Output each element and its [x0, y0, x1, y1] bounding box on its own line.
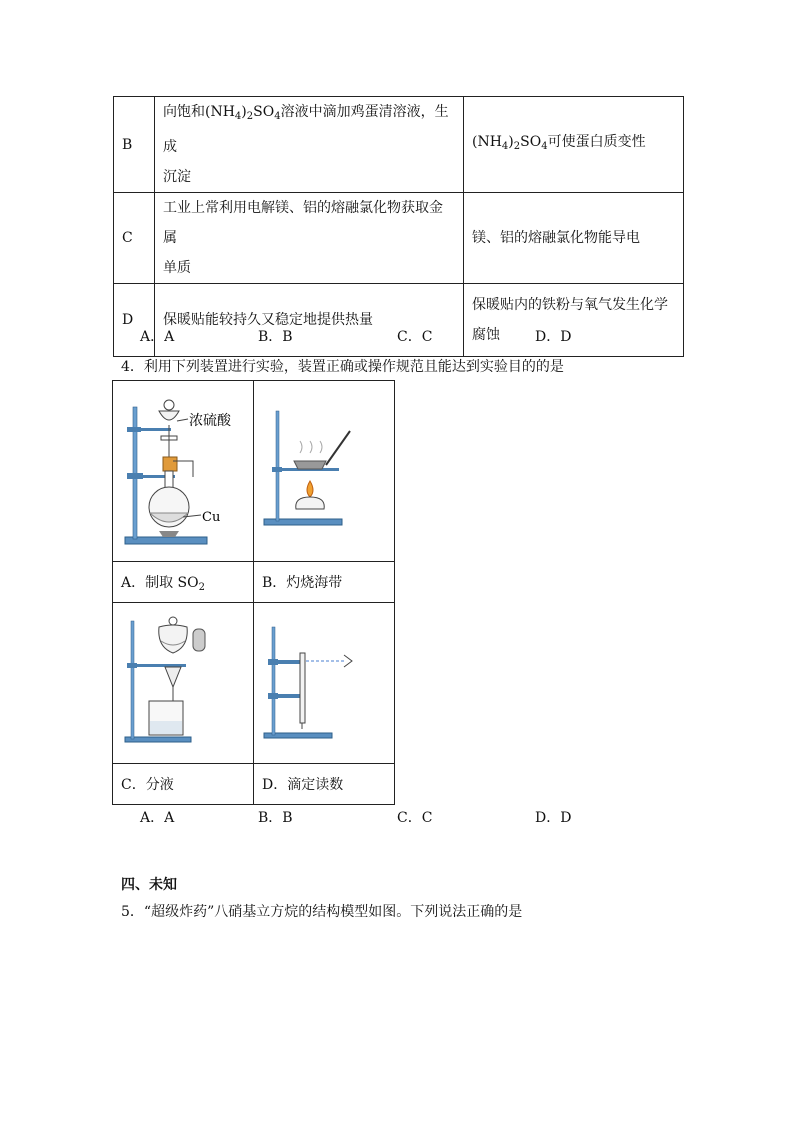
- row-label: D: [114, 284, 155, 357]
- apparatus-a-cell: [113, 381, 254, 562]
- row-label: B: [114, 97, 155, 193]
- alcohol-lamp: [296, 497, 324, 509]
- burner: [159, 531, 179, 537]
- separatory-funnel: [159, 411, 179, 420]
- stand-base: [125, 737, 191, 742]
- option-d[interactable]: D．D: [535, 329, 572, 345]
- section-heading: 四、未知: [121, 877, 177, 893]
- glass-rod: [326, 431, 350, 465]
- option-b[interactable]: B．B: [258, 329, 293, 345]
- row-left-cell: 保暖贴能较持久又稳定地提供热量: [155, 284, 464, 357]
- table-row: [114, 97, 684, 193]
- apparatus-c-label-cell: C．分液: [113, 764, 254, 805]
- titration-reading-diagram: [254, 603, 368, 759]
- burette-clamp-bottom: [275, 694, 303, 698]
- row-left-cell: 向饱和$(NH_4)_2SO_4$溶液中滴加鸡蛋清溶液，生成 沉淀: [155, 97, 464, 193]
- stand-base: [125, 537, 207, 544]
- option-b[interactable]: B．B: [258, 810, 293, 826]
- apparatus-b-cell: [254, 381, 395, 562]
- apparatus-d-cell: [254, 603, 395, 764]
- flask-cap: [193, 629, 205, 651]
- so2-generator-diagram: [113, 381, 253, 557]
- apparatus-a-label-cell: A．制取 $SO_2$: [113, 562, 254, 603]
- q5-stem: 5．“超级炸药”八硝基立方烷的结构模型如图。下列说法正确的是: [121, 904, 523, 920]
- stand-rod: [272, 627, 275, 735]
- q3-table: [113, 96, 684, 357]
- apparatus-d-label-cell: D．滴定读数: [254, 764, 395, 805]
- q4-apparatus-table: [112, 380, 395, 805]
- row-left-cell: 工业上常利用电解镁、铝的熔融氯化物获取金属 单质: [155, 193, 464, 284]
- row-label: C: [114, 193, 155, 284]
- option-a[interactable]: A．A: [140, 810, 175, 826]
- q4-options: [140, 807, 571, 827]
- option-d[interactable]: D．D: [535, 810, 572, 826]
- separatory-funnel: [159, 625, 187, 653]
- eye-icon: [344, 655, 352, 667]
- separating-funnel-diagram: [113, 603, 253, 759]
- apparatus-b-label-cell: B．灼烧海带: [254, 562, 395, 603]
- stand-base: [264, 519, 342, 525]
- funnel-stopper: [164, 400, 174, 410]
- burette: [300, 653, 305, 723]
- rubber-stopper: [163, 457, 177, 471]
- option-c[interactable]: C．C: [397, 329, 433, 345]
- seaweed-burning-diagram: [254, 381, 368, 557]
- row-right-cell: 保暖贴内的铁粉与氧气发生化学 腐蚀: [464, 284, 684, 357]
- burette-clamp-top: [275, 660, 303, 664]
- stand-rod: [131, 621, 134, 739]
- apparatus-c-cell: [113, 603, 254, 764]
- crucible: [294, 461, 326, 469]
- stand-rod: [276, 411, 279, 521]
- row-right-cell: 镁、铝的熔融氯化物能导电: [464, 193, 684, 284]
- flame: [307, 481, 313, 497]
- label-cu: Cu: [202, 510, 221, 525]
- beaker-liquid: [150, 721, 182, 734]
- label-concentrated-sulfuric-acid: 浓硫酸: [189, 413, 231, 429]
- smoke: [300, 441, 322, 453]
- option-c[interactable]: C．C: [397, 810, 433, 826]
- q4-stem: 4．利用下列装置进行实验，装置正确或操作规范且能达到实验目的的是: [121, 359, 564, 375]
- option-a[interactable]: A．A: [140, 329, 175, 345]
- q3-options: [140, 326, 571, 346]
- row-right-cell: $(NH_4)_2SO_4$可使蛋白质变性: [464, 97, 684, 193]
- table-row: [114, 193, 684, 284]
